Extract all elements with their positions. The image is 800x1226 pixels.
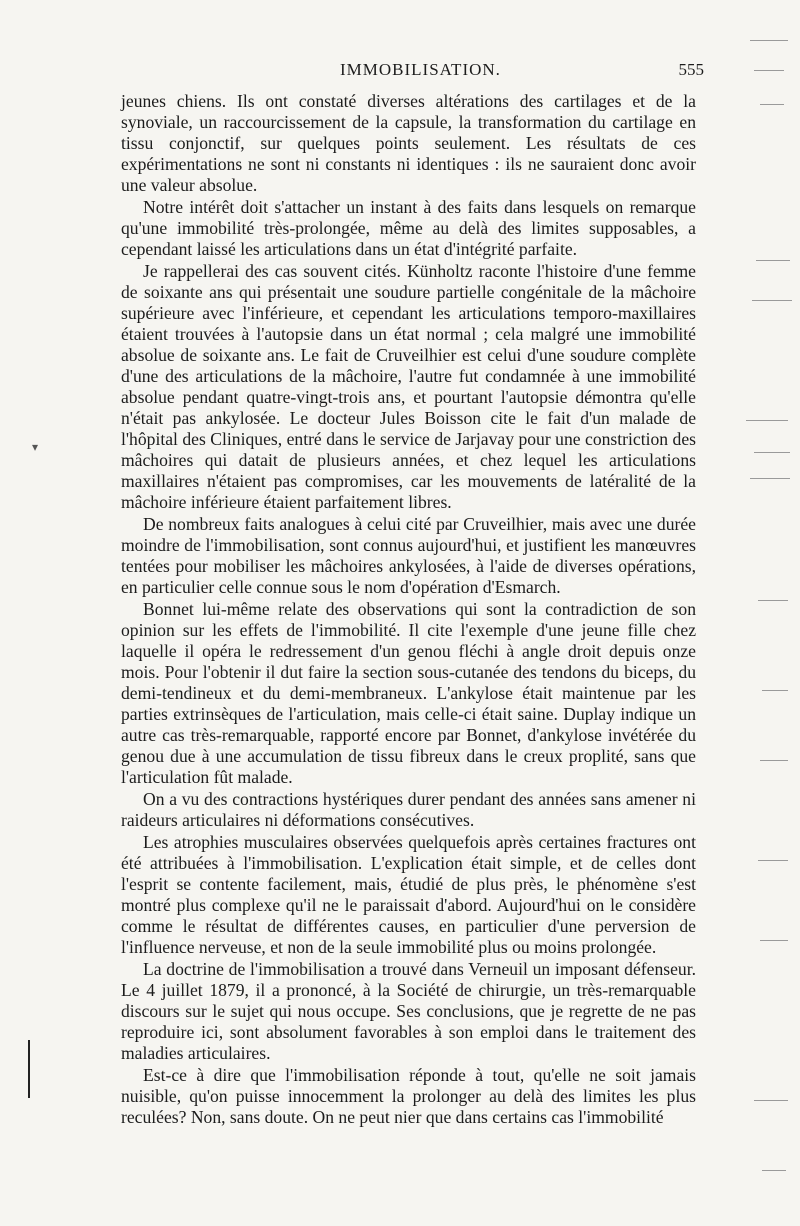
paragraph: Bonnet lui-même relate des observations qui sont la contradiction de son opinion sur les effets de l'immobilité. Il cite l'exemple d'une jeune fille chez laquelle il opéra le redressement d'un genou fléchi à angle droit depuis onze mois. Pour l'obtenir il dut faire la section sous-cutanée des tendons du biceps, du demi-tendineux et du demi-membraneux. L'ankylose était maintenue par les parties extrinsèques de l'articulation, mais celle-ci était saine. Duplay indique un autre cas très-remarquable, rapporté encore par Bonnet, d'ankylose invétérée du genou due à une accumulation de tissu fibreux dans le creux proplité, sans que l'articulation fût malade.: [121, 599, 696, 787]
body-text: [121, 91, 696, 1129]
paragraph: jeunes chiens. Ils ont constaté diverses altérations des cartilages et de la synoviale, un raccourcissement de la capsule, la transformation du cartilage en tissu conjonctif, sur quelques points seulement. Les résultats de ces expérimentations ne sont ni constants ni identiques : ils ne sauraient donc avoir une valeur absolue.: [121, 91, 696, 195]
margin-ink-mark: ▾: [32, 440, 39, 454]
paragraph: Les atrophies musculaires observées quelquefois après certaines fractures ont été attribuées à l'immobilisation. L'explication était simple, et de celles dont l'esprit se contente facilement, mais, étudié de plus près, le phénomène s'est montré plus complexe qu'il ne le paraissait d'abord. Aujourd'hui on le considère comme le résultat de différentes causes, en particulier d'une perversion de l'influence nerveuse, et non de la seule immobilité plus ou moins prolongée.: [121, 832, 696, 957]
paragraph: La doctrine de l'immobilisation a trouvé dans Verneuil un imposant défenseur. Le 4 juillet 1879, il a prononcé, à la Société de chirurgie, un très-remarquable discours sur le sujet qui nous occupe. Ses conclusions, que je regrette de ne pas reproduire ici, sont absolument favorables à son emploi dans le traitement des maladies articulaires.: [121, 959, 696, 1063]
paragraph: Je rappellerai des cas souvent cités. Künholtz raconte l'histoire d'une femme de soixante ans qui présentait une soudure partielle congénitale de la mâchoire supérieure avec l'inférieure, et cependant les articulations temporo-maxillaires étaient trouvées à l'autopsie dans un état normal ; cela malgré une immobilité absolue de soixante ans. Le fait de Cruveilhier est celui d'une soudure complète d'une des articulations de la mâchoire, l'autre fut condamnée à une immobilité absolue pendant quatre-vingt-trois ans, et pourtant l'autopsie démontra qu'elle n'était pas ankylosée. Le docteur Jules Boisson cite le fait d'un malade de l'hôpital des Cliniques, entré dans le service de Jarjavay pour une constriction des mâchoires qui datait de plusieurs années, et chez lequel les articulations maxillaires n'étaient pas compromises, car les mouvements de latéralité de la mâchoire inférieure étaient parfaitement libres.: [121, 261, 696, 512]
page-header: [120, 60, 720, 88]
paragraph: On a vu des contractions hystériques durer pendant des années sans amener ni raideurs articulaires ni déformations consécutives.: [121, 789, 696, 830]
running-title: IMMOBILISATION.: [340, 60, 501, 79]
margin-ink-line: [28, 1040, 30, 1098]
paragraph: Est-ce à dire que l'immobilisation réponde à tout, qu'elle ne soit jamais nuisible, qu'on puisse innocemment la prolonger au delà des limites les plus reculées? Non, sans doute. On ne peut nier que dans certains cas l'immobilité: [121, 1065, 696, 1127]
scan-margin-artifacts: [740, 0, 800, 1226]
paragraph: De nombreux faits analogues à celui cité par Cruveilhier, mais avec une durée moindre de l'immobilisation, sont connus aujourd'hui, et justifient les manœuvres tentées pour mobiliser les mâchoires ankylosées, à l'aide de diverses opérations, en particulier celle connue sous le nom d'opération d'Esmarch.: [121, 514, 696, 597]
page-number: 555: [678, 60, 704, 79]
paragraph: Notre intérêt doit s'attacher un instant à des faits dans lesquels on remarque qu'une immobilité très-prolongée, même au delà des limites supposables, a cependant laissé les articulations dans un état d'intégrité parfaite.: [121, 197, 696, 259]
